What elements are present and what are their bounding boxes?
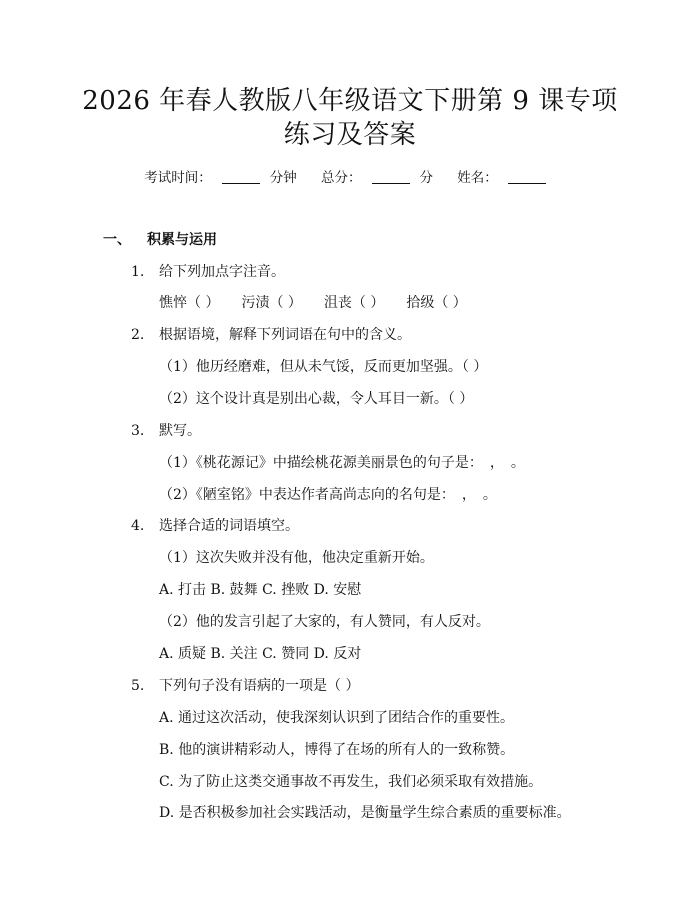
- score-label: 总分：: [321, 170, 362, 186]
- exam-meta: [0, 168, 700, 188]
- question-number: 3.: [131, 423, 145, 439]
- question-number: 4.: [131, 518, 145, 534]
- question-text: 根据语境，解释下列词语在句中的含义。: [159, 327, 411, 343]
- q5-option-c: C. 为了防止这类交通事故不再发生，我们必须采取有效措施。: [159, 774, 543, 790]
- q3-sub-2: （2）《陋室铭》中表达作者高尚志向的名句是： ， 。: [159, 487, 497, 503]
- time-label: 考试时间：: [144, 170, 212, 186]
- q4-sub-1: （1）这次失败并没有他，他决定重新开始。: [159, 550, 434, 566]
- question-number: 1.: [131, 264, 145, 280]
- q4-options-1: A. 打击 B. 鼓舞 C. 挫败 D. 安慰: [159, 582, 362, 598]
- q2-sub-1: （1）他历经磨难，但从未气馁，反而更加坚强。（ ）: [159, 359, 488, 375]
- q1-word-3: 沮丧（ ）: [323, 295, 385, 311]
- score-unit: 分: [419, 170, 433, 186]
- q4-sub-2: （2）他的发言引起了大家的，有人赞同，有人反对。: [159, 614, 490, 630]
- exam-time-field: [144, 170, 297, 186]
- section-title: 积累与运用: [147, 232, 217, 248]
- q5-option-a: A. 通过这次活动，使我深刻认识到了团结合作的重要性。: [159, 710, 515, 726]
- q2-sub-2: （2）这个设计真是别出心裁，令人耳目一新。（ ）: [159, 391, 474, 407]
- score-blank[interactable]: [372, 169, 410, 184]
- question-number: 5.: [131, 678, 145, 694]
- name-label: 姓名：: [457, 170, 498, 186]
- q1-word-2: 污渍（ ）: [241, 295, 302, 311]
- q5-option-d: D. 是否积极参加社会实践活动，是衡量学生综合素质的重要标准。: [159, 805, 571, 821]
- question-text: 下列句子没有语病的一项是（ ）: [159, 678, 360, 694]
- question-text: 给下列加点字注音。: [159, 264, 285, 280]
- q1-word-list: [159, 293, 489, 313]
- question-3: [131, 421, 201, 441]
- question-2: [131, 325, 411, 345]
- section-heading: [103, 230, 217, 250]
- section-number: 一、: [103, 232, 131, 248]
- question-4: [131, 516, 299, 536]
- q5-option-b: B. 他的演讲精彩动人，博得了在场的所有人的一致称赞。: [159, 742, 515, 758]
- question-5: [131, 676, 359, 696]
- question-text: 选择合适的词语填空。: [159, 518, 299, 534]
- time-unit: 分钟: [269, 170, 297, 186]
- name-blank[interactable]: [508, 169, 546, 184]
- q1-word-1: 憔悴（ ）: [159, 295, 220, 311]
- q4-options-2: A. 质疑 B. 关注 C. 赞同 D. 反对: [159, 646, 362, 662]
- question-text: 默写。: [159, 423, 201, 439]
- q1-word-4: 拾级（ ）: [406, 295, 467, 311]
- question-number: 2.: [131, 327, 145, 343]
- document-title-line-2: 练习及答案: [283, 120, 417, 150]
- document-title-line-1: 2026 年春人教版八年级语文下册第 9 课专项: [82, 86, 618, 116]
- total-score-field: [321, 170, 433, 186]
- name-field: [457, 170, 556, 186]
- time-blank[interactable]: [222, 169, 260, 184]
- question-1: [131, 262, 285, 282]
- q3-sub-1: （1）《桃花源记》中描绘桃花源美丽景色的句子是： ， 。: [159, 455, 525, 471]
